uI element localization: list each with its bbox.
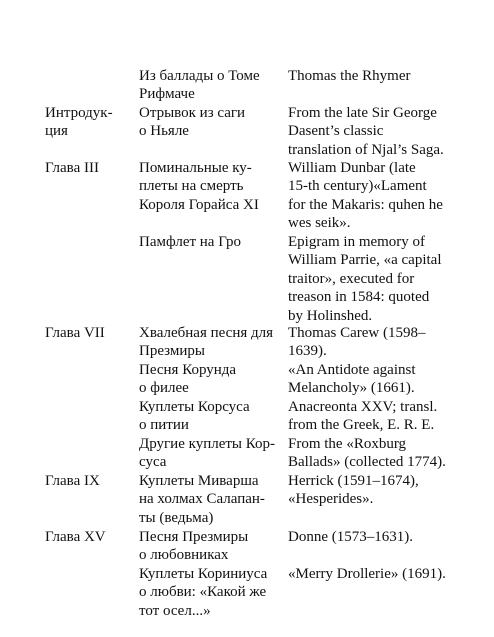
russian-title-cell: Поминальные ку- плеты на смерть Короля Горайса XI bbox=[139, 160, 259, 213]
russian-title-cell: Куплеты Кориниуса о любви: «Какой же тот осел...» bbox=[139, 566, 268, 619]
source-cell: Donne (1573–1631). bbox=[288, 529, 413, 545]
russian-title-cell: Другие куплеты Кор- суса bbox=[139, 436, 276, 471]
russian-title-cell: Отрывок из саги о Ньяле bbox=[139, 105, 246, 140]
source-cell: From the late Sir George Dasent’s classic translation of Njal’s Saga. bbox=[288, 105, 444, 158]
russian-title-cell: Хвалебная песня для Презмиры bbox=[139, 325, 274, 360]
chapter-cell: Глава III bbox=[45, 160, 99, 176]
chapter-cell: Глава VII bbox=[45, 325, 105, 341]
chapter-cell: Глава XV bbox=[45, 529, 106, 545]
source-cell: «An Antidote against Melancholy» (1661). bbox=[288, 362, 416, 397]
russian-title-cell: Песня Презмиры о любовниках bbox=[139, 529, 249, 564]
source-cell: William Dunbar (late 15-th century)«Lament for the Makaris: quhen he wes seik». bbox=[288, 160, 443, 232]
source-cell: Epigram in memory of William Parrie, «a capital traitor», executed for treason in 1584: quoted by Holinshed. bbox=[288, 234, 442, 324]
russian-title-cell: Памфлет на Гро bbox=[139, 234, 241, 250]
russian-title-cell: Песня Корунда о филее bbox=[139, 362, 237, 397]
chapter-cell: Интродук- ция bbox=[45, 105, 113, 140]
source-cell: Anacreonta XXV; transl. from the Greek, E. R. E. bbox=[288, 399, 438, 434]
russian-title-cell: Из баллады о Томе Рифмаче bbox=[139, 68, 260, 103]
russian-title-cell: Куплеты Миварша на холмах Салапан- ты (ведьма) bbox=[139, 473, 265, 526]
source-cell: «Merry Drollerie» (1691). bbox=[288, 566, 446, 582]
source-cell: Herrick (1591–1674), «Hesperides». bbox=[288, 473, 419, 508]
russian-title-cell: Куплеты Корсуса о питии bbox=[139, 399, 250, 434]
chapter-cell: Глава IX bbox=[45, 473, 100, 489]
source-cell: Thomas the Rhymer bbox=[288, 68, 411, 84]
source-cell: Thomas Carew (1598– 1639). bbox=[288, 325, 426, 360]
source-cell: From the «Roxburg Ballads» (collected 1774). bbox=[288, 436, 446, 471]
